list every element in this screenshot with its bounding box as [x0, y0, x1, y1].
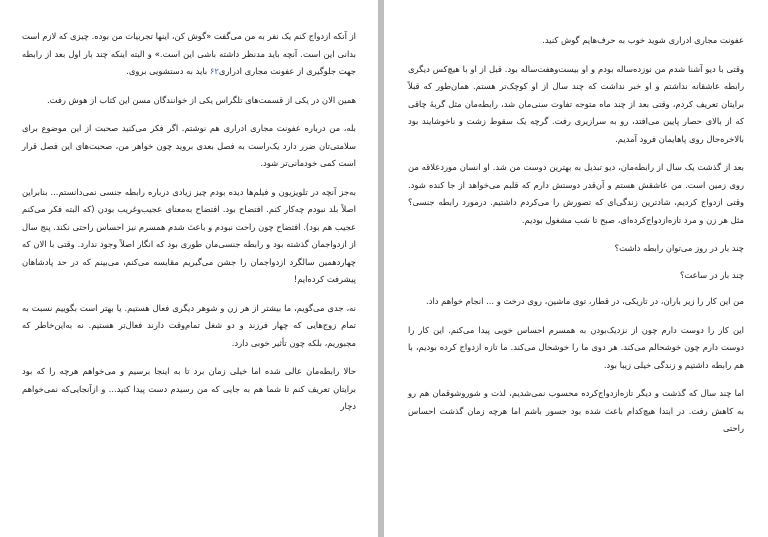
left-paragraph-3: بله، من درباره عفونت مجاری ادراری هم نوشتم. اگر فکر می‌کنید صحبت از این موضوع برای سلامتی‌تان ضرر دارد یک‌راست به فصل بعدی بروید چون خواهر من، صحبت‌های این فصل قرار است کمی خودمانی‌تر شود.: [22, 123, 356, 168]
right-paragraph-1: عفونت مجاری ادراری شوید خوب به حرف‌هایم گوش کنید.: [542, 35, 744, 45]
footnote-reference[interactable]: ۶۲: [209, 66, 219, 76]
right-paragraph-4: چند بار در روز می‌توان رابطه داشت؟: [614, 243, 744, 253]
right-paragraph-6: من این کار را زیر باران، در تاریکی، در قطار، توی ماشین، روی درخت و ... انجام خواهم داد.: [426, 296, 744, 306]
left-paragraph-1: از آنکه ازدواج کنم یک نفر به من می‌گفت «گوش کن، اینها تجربیات من بوده. چیزی که لازم است بدانی این است. آنچه باید مدنظر داشته باشی این است.» و البته اینکه چند بار اول بعد از رابطه جهت جلوگیری از عفونت مجاری ادراری۶۲ باید به دستشویی بروی.: [22, 31, 356, 76]
left-paragraph-6: حالا رابطه‌مان عالی شده اما خیلی زمان برد تا به اینجا برسیم و می‌خواهم هرچه را که بود برایتان تعریف کنم تا شما هم به جایی که من رسیدم دست پیدا کنید... و ازآنجایی‌که نمی‌خواهم دچار: [22, 366, 356, 411]
left-paragraph-5: نه، جدی می‌گویم، ما بیشتر از هر زن و شوهر دیگری فعال هستیم. یا بهتر است بگوییم نسبت به تمام زوج‌هایی که چهار فرزند و دو شغل تمام‌وقت دارند فعال‌تر هستیم. نه به‌این‌خاطر که مجبوریم، بلکه چون تأثیر خوبی دارد.: [22, 302, 356, 348]
right-page: [384, 0, 768, 537]
right-paragraph-2: وقتی با دیو آشنا شدم من نوزده‌ساله بودم و او بیست‌وهفت‌ساله بود. قبل از او با هیچ‌کس دیگری رابطه عاشقانه نداشتم و او خبر نداشت که چند سال از او کوچک‌تر هستم. همان‌طور که قبلاً برایتان تعریف کردم، وقتی بعد از چند ماه متوجه تفاوت سنی‌مان شد، رابطه‌مان مثل گربهٔ چاقی که از بالای حصار پایین می‌افتد، رو به سرازیری رفت. گرچه یک سقوط زشت و ناخوشایند بود بالاخره‌حال روی پاهایمان فرود آمدیم.: [408, 63, 744, 144]
right-paragraph-5: چند بار در ساعت؟: [679, 269, 744, 280]
right-paragraph-8: اما چند سال که گذشت و دیگر تازه‌ازدواج‌کرده محسوب نمی‌شدیم، لذت و شوروشوقمان هم رو به کاهش رفت. در ابتدا هیچ‌کدام باعث شده بود جسور باشم اما هرچه زمان گذشت احساس راحتی: [408, 388, 744, 433]
left-paragraph-4: به‌جز آنچه در تلویزیون و فیلم‌ها دیده بودم چیز زیادی درباره رابطه جنسی نمی‌دانستم... بنابراین اصلاً بلد نبودم چه‌کار کنم. افتضاح بود. افتضاح به‌معنای عجیب‌وغریب بودن (که البته فکر می‌کنم عجیب هم بود). افتضاح چون راحت نبودم و باعث شدم همسرم نیز احساس راحتی نکند. پنج سال از ازدواجمان گذشته بود و رابطه جنسی‌مان طوری بود که انگار اصلاً وجود ندارد. وقتی با الان که چهاردهمین سالگرد ازدواجمان را جشن می‌گیریم مقایسه می‌کنم، می‌بینم که در حد پادشاهان پیشرفت کرده‌ایم!: [22, 186, 356, 284]
right-paragraph-3: بعد از گذشت یک سال از رابطه‌مان، دیو تبدیل به بهترین دوست من شد. او انسان موردعلاقه من روی زمین است. من عاشقش هستم و آن‌قدر دوستش دارم که قلبم می‌خواهد از جا کنده شود. وقتی ازدواج کردیم، شادترین زندگی‌ای که تصورش را می‌کردم داشتیم. درمورد رابطه جنسی؟ مثل هر زن و مرد تازه‌ازدواج‌کرده‌ای، صبح تا شب مشغول بودیم.: [408, 162, 744, 225]
left-paragraph-2: همین الان در یکی از قسمت‌های تلگراس یکی از خوانندگان مسن این کتاب از هوش رفت.: [46, 94, 356, 105]
right-paragraph-7: این کار را دوست دارم چون از نزدیک‌بودن به همسرم احساس خوبی پیدا می‌کنم. این کار را دوست دارم چون خوشحالم می‌کند. هر دوی ما را خوشحال می‌کند. ما تازه ازدواج کرده بودیم، با هم رابطه داشتیم و زندگی خیلی زیبا بود.: [408, 324, 744, 370]
left-page: [0, 0, 378, 537]
